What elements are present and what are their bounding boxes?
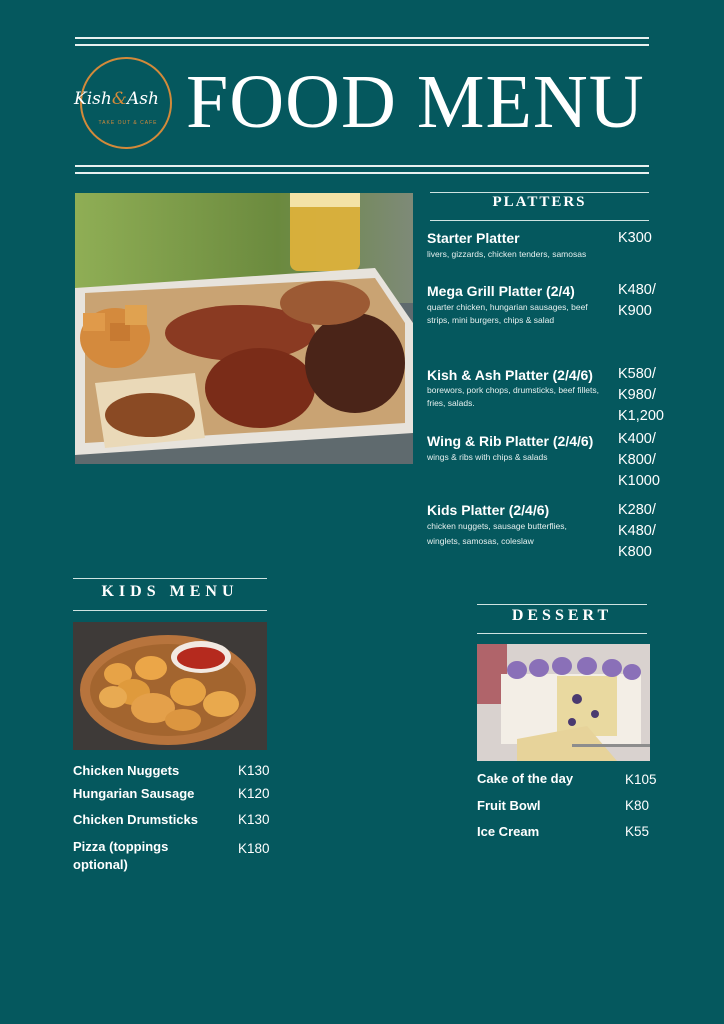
kids-item-name: Chicken Nuggets bbox=[73, 763, 180, 778]
platter-photo bbox=[75, 193, 413, 464]
dessert-item-price: K80 bbox=[625, 798, 650, 813]
platter-name: Mega Grill Platter (2/4) bbox=[427, 283, 575, 299]
platters-rule-top bbox=[430, 192, 649, 193]
kids-item-name: Hungarian Sausage bbox=[73, 786, 195, 801]
platter-price: K580/ K980/ K1,200 bbox=[618, 366, 664, 424]
dessert-rule-bottom bbox=[477, 633, 647, 634]
dessert-item-name: Fruit Bowl bbox=[477, 798, 541, 813]
logo-wordmark bbox=[74, 89, 184, 109]
dessert-item-price: K105 bbox=[625, 772, 657, 787]
nuggets-photo bbox=[73, 622, 267, 750]
platter-desc: chicken nuggets, sausage butterflies, winglets, samosas, coleslaw bbox=[427, 521, 567, 546]
platters-heading: PLATTERS bbox=[492, 194, 587, 210]
kids-item-price: K130 bbox=[238, 812, 270, 827]
logo-name-right: Ash bbox=[126, 89, 159, 109]
kids-heading: KIDS MENU bbox=[101, 583, 239, 600]
kids-item-price: K130 bbox=[238, 763, 270, 778]
cake-photo bbox=[477, 644, 650, 761]
kids-item-price: K120 bbox=[238, 786, 270, 801]
header-rule-top-1 bbox=[75, 37, 649, 39]
header-rule-bottom-2 bbox=[75, 172, 649, 174]
dessert-item-name: Cake of the day bbox=[477, 771, 574, 786]
platter-name: Starter Platter bbox=[427, 230, 520, 246]
logo-tagline: TAKE OUT & CAFE bbox=[98, 120, 158, 126]
platter-desc: quarter chicken, hungarian sausages, beef strips, mini burgers, chips & salad bbox=[427, 302, 588, 325]
kids-item-name: Chicken Drumsticks bbox=[73, 812, 198, 827]
dessert-heading: DESSERT bbox=[511, 607, 613, 624]
logo-ampersand: & bbox=[111, 89, 127, 109]
dessert-item-name: Ice Cream bbox=[477, 824, 540, 839]
platter-name: Kids Platter (2/4/6) bbox=[427, 502, 550, 518]
dessert-item-price: K55 bbox=[625, 824, 650, 839]
logo-name-left: Kish bbox=[74, 89, 112, 109]
platter-desc: livers, gizzards, chicken tenders, samosas bbox=[427, 249, 587, 259]
platter-desc: wings & ribs with chips & salads bbox=[427, 452, 548, 462]
platter-price: K480/ K900 bbox=[618, 282, 656, 319]
kids-item-price: K180 bbox=[238, 841, 270, 856]
platter-price: K280/ K480/ K800 bbox=[618, 502, 656, 560]
header-rule-bottom-1 bbox=[75, 165, 649, 167]
platter-desc: borewors, pork chops, drumsticks, beef fillets, fries, salads. bbox=[427, 385, 599, 408]
page-title: FOOD MENU bbox=[186, 60, 645, 144]
platter-price: K300 bbox=[618, 230, 652, 246]
platters-rule-bottom bbox=[430, 220, 649, 221]
kids-item-name: Pizza (toppings optional) bbox=[73, 839, 169, 872]
dessert-rule-top bbox=[477, 604, 647, 605]
header-rule-top-2 bbox=[75, 44, 649, 46]
kids-rule-top bbox=[73, 578, 267, 579]
kids-rule-bottom bbox=[73, 610, 267, 611]
platter-name: Wing & Rib Platter (2/4/6) bbox=[427, 433, 594, 449]
platter-name: Kish & Ash Platter (2/4/6) bbox=[427, 367, 593, 383]
platter-price: K400/ K800/ K1000 bbox=[618, 431, 660, 489]
